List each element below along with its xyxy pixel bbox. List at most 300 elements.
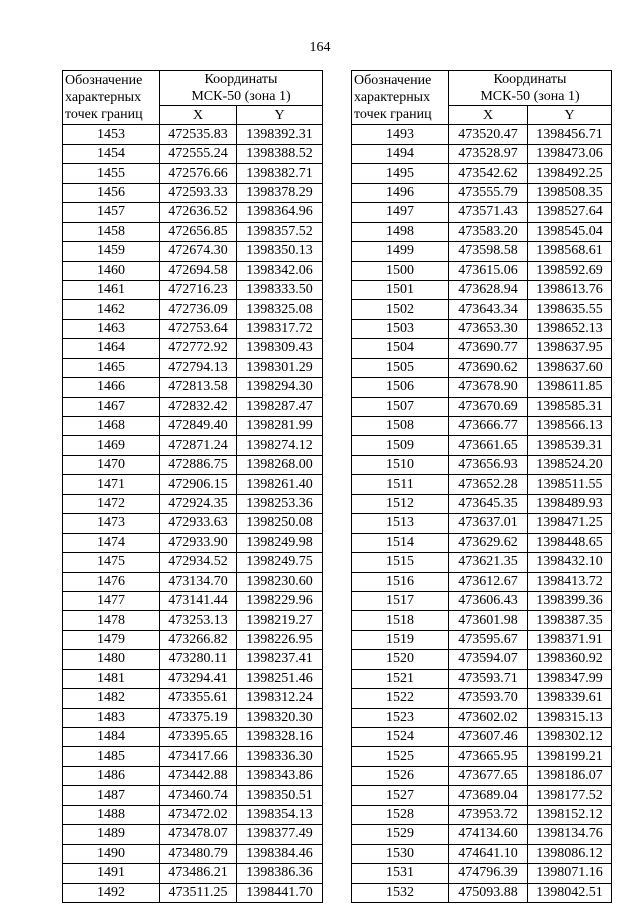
- table-row: [352, 222, 612, 241]
- table-row: [63, 825, 323, 844]
- x-coordinate-cell: 472832.42: [160, 397, 237, 416]
- point-number-cell: 1531: [352, 864, 449, 883]
- x-coordinate-cell: 472906.15: [160, 475, 237, 494]
- table-row: [63, 572, 323, 591]
- y-coordinate-cell: 1398511.55: [528, 475, 612, 494]
- page-number: 164: [309, 40, 331, 55]
- table-row: [63, 378, 323, 397]
- table-row: [63, 164, 323, 183]
- table-row: [63, 261, 323, 280]
- point-number-cell: 1505: [352, 358, 449, 377]
- y-coordinate-cell: 1398230.60: [237, 572, 323, 591]
- y-coordinate-cell: 1398328.16: [237, 728, 323, 747]
- coordinates-table-left: [62, 70, 323, 903]
- x-coordinate-cell: 473653.30: [449, 319, 528, 338]
- point-number-cell: 1473: [63, 514, 160, 533]
- table-row: [352, 144, 612, 163]
- table-row: [352, 339, 612, 358]
- y-coordinate-cell: 1398339.61: [528, 689, 612, 708]
- point-number-cell: 1477: [63, 591, 160, 610]
- point-number-cell: 1494: [352, 144, 449, 163]
- point-number-cell: 1465: [63, 358, 160, 377]
- point-number-cell: 1527: [352, 786, 449, 805]
- table-row: [63, 280, 323, 299]
- point-number-cell: 1515: [352, 553, 449, 572]
- table-row: [63, 242, 323, 261]
- y-coordinate-cell: 1398388.52: [237, 144, 323, 163]
- x-coordinate-cell: 473594.07: [449, 650, 528, 669]
- y-coordinate-cell: 1398199.21: [528, 747, 612, 766]
- point-number-cell: 1508: [352, 417, 449, 436]
- coordinates-table-right: [351, 70, 612, 903]
- table-body-right: [352, 125, 612, 903]
- x-coordinate-cell: 473598.58: [449, 242, 528, 261]
- x-coordinate-cell: 472753.64: [160, 319, 237, 338]
- y-coordinate-cell: 1398249.98: [237, 533, 323, 552]
- table-row: [63, 766, 323, 785]
- x-coordinate-cell: 473593.71: [449, 669, 528, 688]
- x-coordinate-cell: 473665.95: [449, 747, 528, 766]
- x-coordinate-cell: 473294.41: [160, 669, 237, 688]
- x-coordinate-cell: 473666.77: [449, 417, 528, 436]
- table-row: [63, 805, 323, 824]
- table-row: [352, 125, 612, 144]
- y-coordinate-cell: 1398635.55: [528, 300, 612, 319]
- x-coordinate-cell: 472656.85: [160, 222, 237, 241]
- table-row: [63, 553, 323, 572]
- table-row: [352, 591, 612, 610]
- point-number-cell: 1526: [352, 766, 449, 785]
- x-coordinate-cell: 473528.97: [449, 144, 528, 163]
- point-number-cell: 1467: [63, 397, 160, 416]
- y-header: Y: [237, 106, 323, 125]
- table-row: [352, 261, 612, 280]
- point-number-cell: 1525: [352, 747, 449, 766]
- y-coordinate-cell: 1398301.29: [237, 358, 323, 377]
- table-row: [63, 514, 323, 533]
- table-row: [352, 397, 612, 416]
- point-number-cell: 1520: [352, 650, 449, 669]
- y-coordinate-cell: 1398382.71: [237, 164, 323, 183]
- point-number-cell: 1513: [352, 514, 449, 533]
- header-line: МСК-50 (зона 1): [480, 89, 580, 104]
- x-coordinate-cell: 473571.43: [449, 203, 528, 222]
- point-number-cell: 1459: [63, 242, 160, 261]
- point-number-cell: 1502: [352, 300, 449, 319]
- table-row: [352, 417, 612, 436]
- point-number-cell: 1509: [352, 436, 449, 455]
- x-coordinate-cell: 475093.88: [449, 883, 528, 902]
- x-coordinate-cell: 472736.09: [160, 300, 237, 319]
- y-coordinate-cell: 1398315.13: [528, 708, 612, 727]
- table-row: [63, 494, 323, 513]
- y-coordinate-cell: 1398134.76: [528, 825, 612, 844]
- x-coordinate-cell: 473601.98: [449, 611, 528, 630]
- y-coordinate-cell: 1398250.08: [237, 514, 323, 533]
- point-number-cell: 1492: [63, 883, 160, 902]
- x-coordinate-cell: 473134.70: [160, 572, 237, 591]
- point-number-cell: 1504: [352, 339, 449, 358]
- table-row: [63, 844, 323, 863]
- y-coordinate-cell: 1398568.61: [528, 242, 612, 261]
- x-coordinate-cell: 472934.52: [160, 553, 237, 572]
- table-row: [352, 358, 612, 377]
- point-number-cell: 1491: [63, 864, 160, 883]
- x-coordinate-cell: 473555.79: [449, 183, 528, 202]
- x-coordinate-cell: 473375.19: [160, 708, 237, 727]
- y-coordinate-cell: 1398249.75: [237, 553, 323, 572]
- table-row: [63, 475, 323, 494]
- point-number-cell: 1516: [352, 572, 449, 591]
- x-coordinate-cell: 473953.72: [449, 805, 528, 824]
- x-coordinate-cell: 474134.60: [449, 825, 528, 844]
- header-line: точек границ: [65, 107, 143, 123]
- x-header: X: [449, 106, 528, 125]
- y-coordinate-cell: 1398237.41: [237, 650, 323, 669]
- point-number-cell: 1457: [63, 203, 160, 222]
- y-coordinate-cell: 1398377.49: [237, 825, 323, 844]
- y-coordinate-cell: 1398539.31: [528, 436, 612, 455]
- x-coordinate-cell: 473395.65: [160, 728, 237, 747]
- table-body-left: [63, 125, 323, 903]
- x-coordinate-cell: 472716.23: [160, 280, 237, 299]
- y-coordinate-cell: 1398177.52: [528, 786, 612, 805]
- y-coordinate-cell: 1398384.46: [237, 844, 323, 863]
- x-coordinate-cell: 473593.70: [449, 689, 528, 708]
- point-number-cell: 1514: [352, 533, 449, 552]
- header-line: Координаты: [493, 72, 567, 87]
- point-number-cell: 1486: [63, 766, 160, 785]
- table-row: [352, 280, 612, 299]
- table-row: [352, 650, 612, 669]
- x-coordinate-cell: 473280.11: [160, 650, 237, 669]
- x-coordinate-cell: 473602.02: [449, 708, 528, 727]
- x-coordinate-cell: 472576.66: [160, 164, 237, 183]
- point-number-cell: 1474: [63, 533, 160, 552]
- point-number-cell: 1506: [352, 378, 449, 397]
- point-number-cell: 1489: [63, 825, 160, 844]
- x-coordinate-cell: 473629.62: [449, 533, 528, 552]
- x-coordinate-cell: 473583.20: [449, 222, 528, 241]
- point-number-cell: 1511: [352, 475, 449, 494]
- point-number-cell: 1483: [63, 708, 160, 727]
- y-coordinate-cell: 1398350.13: [237, 242, 323, 261]
- x-coordinate-cell: 473677.65: [449, 766, 528, 785]
- table-row: [352, 514, 612, 533]
- table-row: [63, 339, 323, 358]
- point-number-cell: 1475: [63, 553, 160, 572]
- y-coordinate-cell: 1398317.72: [237, 319, 323, 338]
- x-coordinate-cell: 473542.62: [449, 164, 528, 183]
- table-row: [63, 650, 323, 669]
- table-row: [63, 611, 323, 630]
- header-line: точек границ: [354, 107, 432, 123]
- y-coordinate-cell: 1398086.12: [528, 844, 612, 863]
- x-coordinate-cell: 472933.90: [160, 533, 237, 552]
- point-number-cell: 1485: [63, 747, 160, 766]
- point-number-cell: 1496: [352, 183, 449, 202]
- table-row: [352, 436, 612, 455]
- x-coordinate-cell: 473442.88: [160, 766, 237, 785]
- y-coordinate-cell: 1398371.91: [528, 630, 612, 649]
- table-row: [352, 669, 612, 688]
- x-coordinate-cell: 472813.58: [160, 378, 237, 397]
- table-row: [63, 125, 323, 144]
- x-coordinate-cell: 474796.39: [449, 864, 528, 883]
- x-coordinate-cell: 473141.44: [160, 591, 237, 610]
- point-number-cell: 1453: [63, 125, 160, 144]
- y-coordinate-cell: 1398350.51: [237, 786, 323, 805]
- y-coordinate-cell: 1398566.13: [528, 417, 612, 436]
- x-coordinate-cell: 473486.21: [160, 864, 237, 883]
- point-number-cell: 1497: [352, 203, 449, 222]
- table-row: [63, 728, 323, 747]
- point-number-cell: 1512: [352, 494, 449, 513]
- table-row: [63, 883, 323, 902]
- table-row: [352, 747, 612, 766]
- point-number-cell: 1466: [63, 378, 160, 397]
- y-coordinate-cell: 1398251.46: [237, 669, 323, 688]
- table-row: [352, 378, 612, 397]
- y-coordinate-cell: 1398336.30: [237, 747, 323, 766]
- table-row: [352, 494, 612, 513]
- table-row: [63, 864, 323, 883]
- x-coordinate-cell: 473656.93: [449, 455, 528, 474]
- point-number-cell: 1487: [63, 786, 160, 805]
- x-coordinate-cell: 473670.69: [449, 397, 528, 416]
- point-number-cell: 1476: [63, 572, 160, 591]
- y-coordinate-cell: 1398343.86: [237, 766, 323, 785]
- point-number-cell: 1510: [352, 455, 449, 474]
- point-number-cell: 1468: [63, 417, 160, 436]
- point-number-cell: 1501: [352, 280, 449, 299]
- table-row: [63, 319, 323, 338]
- y-coordinate-cell: 1398448.65: [528, 533, 612, 552]
- point-number-cell: 1521: [352, 669, 449, 688]
- table-row: [63, 358, 323, 377]
- y-coordinate-cell: 1398527.64: [528, 203, 612, 222]
- x-coordinate-cell: 473628.94: [449, 280, 528, 299]
- y-coordinate-cell: 1398268.00: [237, 455, 323, 474]
- x-coordinate-cell: 472535.83: [160, 125, 237, 144]
- point-number-cell: 1507: [352, 397, 449, 416]
- y-coordinate-cell: 1398471.25: [528, 514, 612, 533]
- table-row: [352, 728, 612, 747]
- y-coordinate-cell: 1398325.08: [237, 300, 323, 319]
- table-row: [63, 533, 323, 552]
- x-coordinate-cell: 473615.06: [449, 261, 528, 280]
- point-number-cell: 1463: [63, 319, 160, 338]
- y-coordinate-cell: 1398489.93: [528, 494, 612, 513]
- x-coordinate-cell: 473690.62: [449, 358, 528, 377]
- point-number-cell: 1471: [63, 475, 160, 494]
- coordinates-header: [449, 71, 612, 106]
- point-number-cell: 1481: [63, 669, 160, 688]
- point-number-cell: 1464: [63, 339, 160, 358]
- table-row: [352, 883, 612, 902]
- y-coordinate-cell: 1398287.47: [237, 397, 323, 416]
- point-number-cell: 1470: [63, 455, 160, 474]
- table-row: [352, 572, 612, 591]
- table-row: [352, 183, 612, 202]
- point-number-cell: 1480: [63, 650, 160, 669]
- point-number-cell: 1469: [63, 436, 160, 455]
- point-number-cell: 1517: [352, 591, 449, 610]
- x-coordinate-cell: 473645.35: [449, 494, 528, 513]
- x-coordinate-cell: 473689.04: [449, 786, 528, 805]
- point-number-cell: 1522: [352, 689, 449, 708]
- x-coordinate-cell: 473607.46: [449, 728, 528, 747]
- table-row: [63, 708, 323, 727]
- y-coordinate-cell: 1398186.07: [528, 766, 612, 785]
- table-row: [63, 630, 323, 649]
- point-designation-header: [63, 71, 160, 125]
- y-coordinate-cell: 1398226.95: [237, 630, 323, 649]
- x-coordinate-cell: 473417.66: [160, 747, 237, 766]
- point-number-cell: 1462: [63, 300, 160, 319]
- point-number-cell: 1524: [352, 728, 449, 747]
- x-coordinate-cell: 472555.24: [160, 144, 237, 163]
- y-coordinate-cell: 1398253.36: [237, 494, 323, 513]
- y-coordinate-cell: 1398042.51: [528, 883, 612, 902]
- x-coordinate-cell: 473678.90: [449, 378, 528, 397]
- table-row: [352, 300, 612, 319]
- y-coordinate-cell: 1398524.20: [528, 455, 612, 474]
- y-coordinate-cell: 1398473.06: [528, 144, 612, 163]
- point-number-cell: 1495: [352, 164, 449, 183]
- table-row: [63, 397, 323, 416]
- y-coordinate-cell: 1398585.31: [528, 397, 612, 416]
- table-row: [63, 436, 323, 455]
- y-coordinate-cell: 1398261.40: [237, 475, 323, 494]
- x-coordinate-cell: 472636.52: [160, 203, 237, 222]
- y-coordinate-cell: 1398637.60: [528, 358, 612, 377]
- y-coordinate-cell: 1398386.36: [237, 864, 323, 883]
- y-coordinate-cell: 1398360.92: [528, 650, 612, 669]
- y-coordinate-cell: 1398281.99: [237, 417, 323, 436]
- table-row: [352, 611, 612, 630]
- point-number-cell: 1499: [352, 242, 449, 261]
- y-coordinate-cell: 1398219.27: [237, 611, 323, 630]
- point-number-cell: 1498: [352, 222, 449, 241]
- point-number-cell: 1478: [63, 611, 160, 630]
- table-row: [63, 417, 323, 436]
- point-designation-header: [352, 71, 449, 125]
- y-coordinate-cell: 1398312.24: [237, 689, 323, 708]
- table-row: [352, 825, 612, 844]
- x-coordinate-cell: 473480.79: [160, 844, 237, 863]
- table-row: [352, 689, 612, 708]
- table-row: [352, 844, 612, 863]
- point-number-cell: 1529: [352, 825, 449, 844]
- table-row: [352, 864, 612, 883]
- table-row: [352, 533, 612, 552]
- x-coordinate-cell: 473606.43: [449, 591, 528, 610]
- table-row: [352, 164, 612, 183]
- table-row: [63, 747, 323, 766]
- y-coordinate-cell: 1398333.50: [237, 280, 323, 299]
- x-coordinate-cell: 473621.35: [449, 553, 528, 572]
- x-coordinate-cell: 473652.28: [449, 475, 528, 494]
- x-coordinate-cell: 472794.13: [160, 358, 237, 377]
- point-number-cell: 1530: [352, 844, 449, 863]
- x-coordinate-cell: 473266.82: [160, 630, 237, 649]
- point-number-cell: 1454: [63, 144, 160, 163]
- point-number-cell: 1490: [63, 844, 160, 863]
- table-row: [352, 455, 612, 474]
- y-coordinate-cell: 1398399.36: [528, 591, 612, 610]
- table-row: [63, 786, 323, 805]
- point-number-cell: 1493: [352, 125, 449, 144]
- x-coordinate-cell: 472694.58: [160, 261, 237, 280]
- y-coordinate-cell: 1398592.69: [528, 261, 612, 280]
- table-row: [352, 805, 612, 824]
- point-number-cell: 1518: [352, 611, 449, 630]
- x-coordinate-cell: 472886.75: [160, 455, 237, 474]
- x-coordinate-cell: 473460.74: [160, 786, 237, 805]
- y-coordinate-cell: 1398492.25: [528, 164, 612, 183]
- point-number-cell: 1484: [63, 728, 160, 747]
- y-header: Y: [528, 106, 612, 125]
- point-number-cell: 1472: [63, 494, 160, 513]
- point-number-cell: 1479: [63, 630, 160, 649]
- x-coordinate-cell: 473637.01: [449, 514, 528, 533]
- x-coordinate-cell: 472871.24: [160, 436, 237, 455]
- table-row: [63, 203, 323, 222]
- y-coordinate-cell: 1398274.12: [237, 436, 323, 455]
- x-coordinate-cell: 473690.77: [449, 339, 528, 358]
- x-coordinate-cell: 472772.92: [160, 339, 237, 358]
- table-row: [352, 475, 612, 494]
- point-number-cell: 1460: [63, 261, 160, 280]
- table-row: [63, 222, 323, 241]
- table-row: [63, 669, 323, 688]
- table-row: [63, 455, 323, 474]
- x-coordinate-cell: 472924.35: [160, 494, 237, 513]
- y-coordinate-cell: 1398652.13: [528, 319, 612, 338]
- y-coordinate-cell: 1398302.12: [528, 728, 612, 747]
- table-row: [352, 708, 612, 727]
- point-number-cell: 1488: [63, 805, 160, 824]
- table-row: [63, 183, 323, 202]
- table-row: [352, 630, 612, 649]
- x-coordinate-cell: 473253.13: [160, 611, 237, 630]
- x-coordinate-cell: 473511.25: [160, 883, 237, 902]
- y-coordinate-cell: 1398611.85: [528, 378, 612, 397]
- y-coordinate-cell: 1398152.12: [528, 805, 612, 824]
- x-coordinate-cell: 473478.07: [160, 825, 237, 844]
- table-row: [352, 203, 612, 222]
- y-coordinate-cell: 1398320.30: [237, 708, 323, 727]
- y-coordinate-cell: 1398508.35: [528, 183, 612, 202]
- point-number-cell: 1532: [352, 883, 449, 902]
- point-number-cell: 1500: [352, 261, 449, 280]
- header-line: Обозначение: [65, 73, 143, 89]
- table-row: [352, 766, 612, 785]
- x-coordinate-cell: 472674.30: [160, 242, 237, 261]
- x-coordinate-cell: 472933.63: [160, 514, 237, 533]
- y-coordinate-cell: 1398392.31: [237, 125, 323, 144]
- x-coordinate-cell: 472593.33: [160, 183, 237, 202]
- point-number-cell: 1528: [352, 805, 449, 824]
- x-coordinate-cell: 473472.02: [160, 805, 237, 824]
- y-coordinate-cell: 1398441.70: [237, 883, 323, 902]
- point-number-cell: 1456: [63, 183, 160, 202]
- table-row: [352, 786, 612, 805]
- point-number-cell: 1482: [63, 689, 160, 708]
- point-number-cell: 1455: [63, 164, 160, 183]
- header-line: характерных: [354, 90, 431, 106]
